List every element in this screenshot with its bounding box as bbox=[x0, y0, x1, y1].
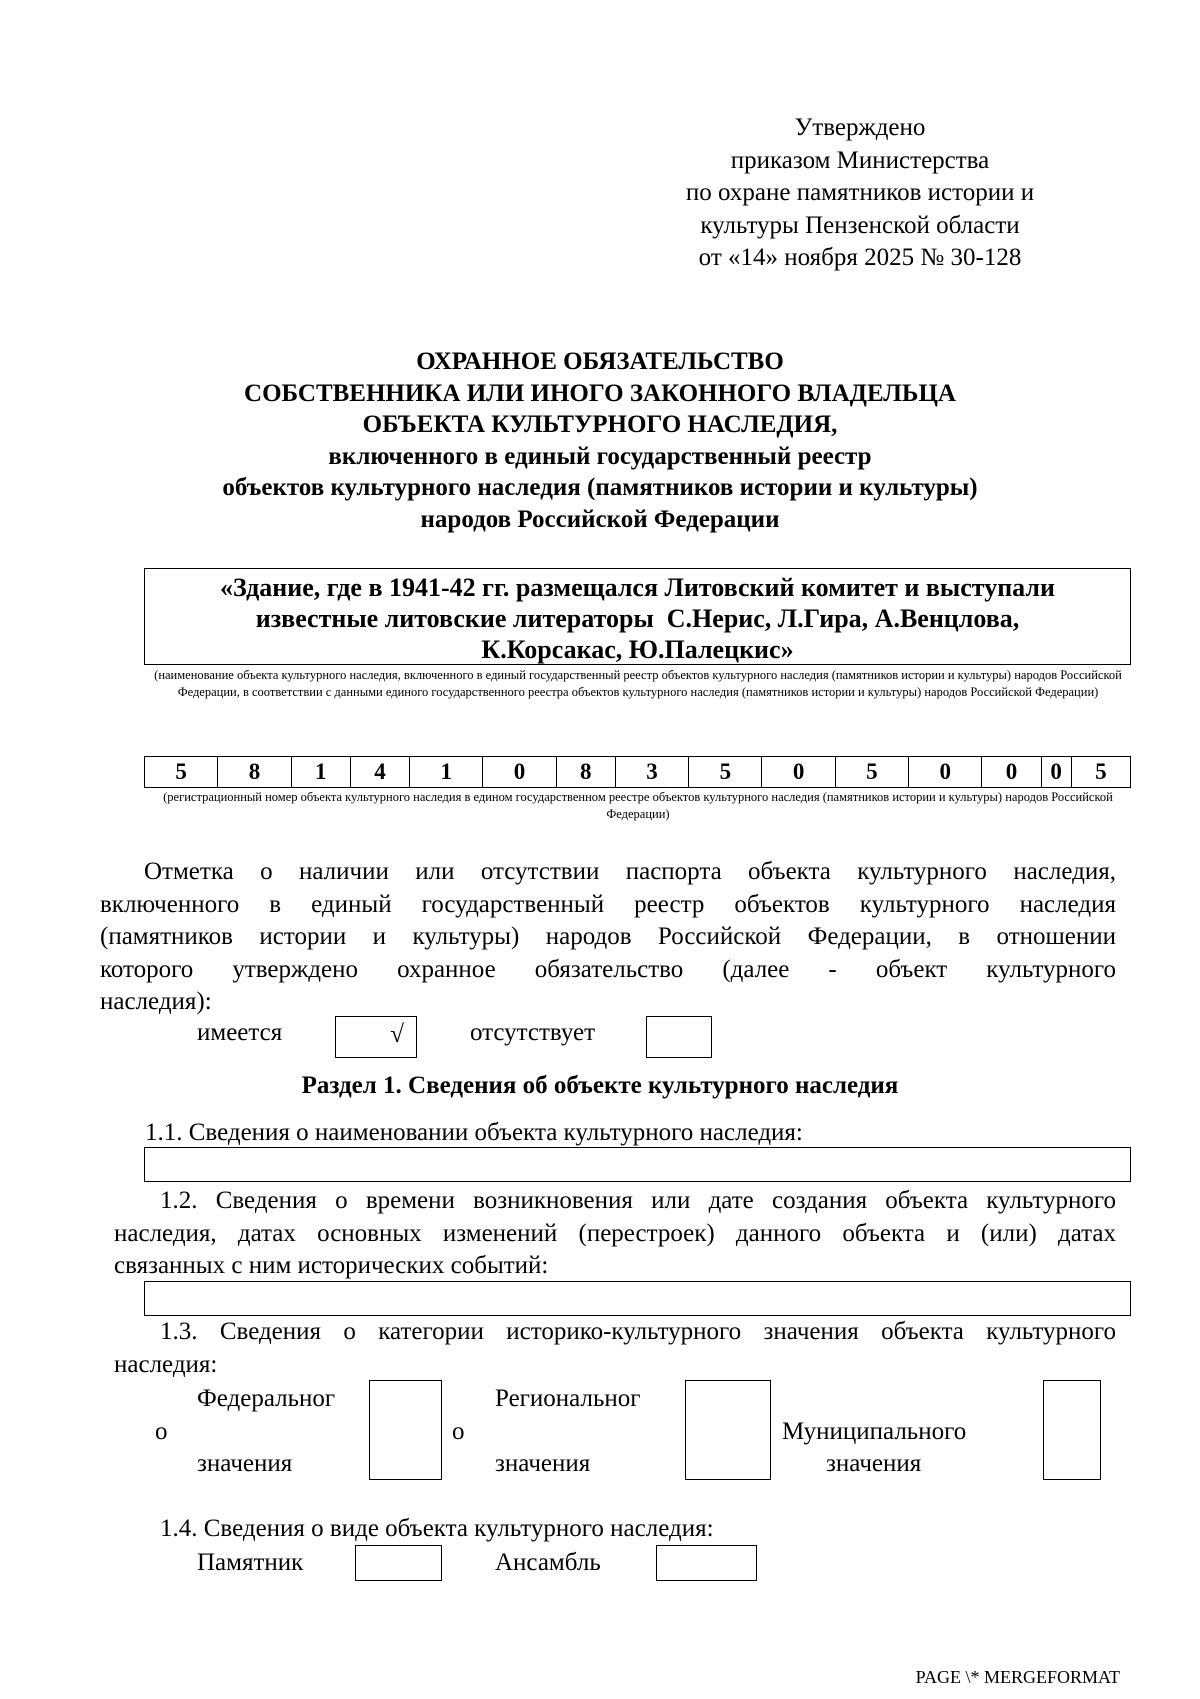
kind-monument-label: Памятник bbox=[197, 1549, 304, 1576]
check-mark-icon: √ bbox=[390, 1021, 404, 1048]
section-1-4-label: 1.4. Сведения о виде объекта культурного наследия: bbox=[160, 1515, 714, 1542]
object-name-line: известные литовские литераторы С.Нерис, Л.Гира, А.Венцлова, bbox=[255, 604, 1020, 633]
category-municipal-line2: значения bbox=[826, 1450, 922, 1477]
title-line: ОХРАННОЕ ОБЯЗАТЕЛЬСТВО bbox=[416, 348, 784, 375]
approval-line: приказом Министерства bbox=[730, 146, 990, 174]
category-federal-checkbox[interactable] bbox=[369, 1380, 442, 1480]
kind-ensemble-label: Ансамбль bbox=[495, 1549, 601, 1576]
category-federal-line2: значения bbox=[197, 1450, 293, 1477]
reg-digit: 5 bbox=[1071, 757, 1130, 788]
reg-digit: 5 bbox=[145, 757, 218, 788]
passport-note-line: Отметка о наличии или отсутствии паспорта объекта культурного наследия, bbox=[144, 858, 1116, 885]
registration-number-caption: (регистрационный номер объекта культурного наследия в едином государственном реестре объектов культурного наследия (памятников истории и культуры) народов Российской Федерации) bbox=[163, 790, 1113, 821]
approval-block bbox=[640, 112, 1080, 275]
reg-digit: 0 bbox=[1041, 757, 1071, 788]
passport-has-label: имеется bbox=[197, 1019, 283, 1046]
passport-absent-checkbox[interactable] bbox=[646, 1016, 712, 1058]
page-footer-field: PAGE \* MERGEFORMAT bbox=[915, 1667, 1120, 1687]
category-municipal-checkbox[interactable] bbox=[1043, 1380, 1101, 1480]
object-name-box bbox=[144, 568, 1131, 665]
approval-line: от «14» ноября 2025 № 30-128 bbox=[698, 244, 1022, 271]
title-line: ОБЪЕКТА КУЛЬТУРНОГО НАСЛЕДИЯ, bbox=[362, 411, 838, 438]
reg-digit: 3 bbox=[615, 757, 688, 788]
section-1-3-label bbox=[114, 1316, 1116, 1381]
reg-digit: 0 bbox=[762, 757, 835, 788]
reg-digit: 5 bbox=[689, 757, 762, 788]
reg-digit: 1 bbox=[291, 757, 350, 788]
passport-has-checkbox[interactable] bbox=[335, 1016, 417, 1058]
category-federal-o: о bbox=[155, 1418, 168, 1445]
category-regional-o: о bbox=[452, 1418, 465, 1445]
reg-digit: 4 bbox=[350, 757, 409, 788]
title-line: СОБСТВЕННИКА ИЛИ ИНОГО ЗАКОННОГО ВЛАДЕЛЬЦА bbox=[244, 379, 956, 407]
object-name-caption: (наименование объекта культурного наследия, включенного в единый государственный реестр объектов культурного наследия (памятников истории и культуры) народов Российской Федерации, в соответствии с данными единого государственного реестра объектов культурного наследия (памятников истории и культуры) народов Российской Федерации) bbox=[154, 668, 1122, 699]
category-federal-line1: Федеральног bbox=[197, 1385, 336, 1412]
passport-note-line: включенного в единый государственный реестр объектов культурного наследия bbox=[100, 890, 1116, 918]
reg-digit: 5 bbox=[835, 757, 908, 788]
reg-digit: 0 bbox=[909, 757, 982, 788]
object-name-line: К.Корсакас, Ю.Палецкис» bbox=[481, 635, 794, 664]
section-1-3-line: наследия: bbox=[114, 1350, 218, 1378]
section-1-2-line: 1.2. Сведения о времени возникновения или дате создания объекта культурного bbox=[160, 1187, 1116, 1214]
approval-line: культуры Пензенской области bbox=[700, 211, 1020, 239]
approval-line: по охране памятников истории и bbox=[685, 179, 1035, 206]
passport-note bbox=[100, 856, 1116, 1019]
approval-line: Утверждено bbox=[794, 114, 926, 141]
title-line: объектов культурного наследия (памятников истории и культуры) bbox=[222, 474, 978, 501]
reg-digit: 1 bbox=[410, 757, 483, 788]
kind-ensemble-checkbox[interactable] bbox=[656, 1545, 757, 1581]
kind-monument-checkbox[interactable] bbox=[355, 1545, 442, 1581]
section-1-3-line: 1.3. Сведения о категории историко-культурного значения объекта культурного bbox=[160, 1318, 1116, 1345]
section-1-title: Раздел 1. Сведения об объекте культурного наследия bbox=[301, 1072, 899, 1099]
category-regional-checkbox[interactable] bbox=[685, 1380, 771, 1480]
section-1-2-line: наследия, датах основных изменений (перестроек) данного объекта и (или) датах bbox=[114, 1219, 1116, 1247]
section-1-2-field[interactable] bbox=[144, 1281, 1131, 1316]
passport-note-line: (памятников истории и культуры) народов Российской Федерации, в отношении bbox=[100, 923, 1116, 950]
reg-digit: 0 bbox=[483, 757, 556, 788]
object-name-line: «Здание, где в 1941-42 гг. размещался Литовский комитет и выступали bbox=[220, 573, 1055, 602]
category-regional-line1: Региональног bbox=[495, 1385, 641, 1412]
title-line: народов Российской Федерации bbox=[420, 505, 780, 533]
reg-digit: 0 bbox=[982, 757, 1041, 788]
reg-digit: 8 bbox=[218, 757, 291, 788]
section-1-1-field[interactable] bbox=[144, 1147, 1131, 1182]
category-regional-line2: значения bbox=[495, 1450, 591, 1477]
section-1-2-line: связанных с ним исторических событий: bbox=[114, 1252, 549, 1279]
reg-digit: 8 bbox=[556, 757, 615, 788]
passport-absent-label: отсутствует bbox=[470, 1019, 596, 1046]
title-line: включенного в единый государственный реестр bbox=[328, 442, 872, 470]
category-municipal-line1: Муниципального bbox=[782, 1418, 967, 1445]
document-title bbox=[100, 346, 1100, 535]
passport-note-line: которого утверждено охранное обязательство (далее - объект культурного bbox=[100, 955, 1116, 983]
registration-number-table bbox=[144, 756, 1131, 788]
section-1-1-label: 1.1. Сведения о наименовании объекта культурного наследия: bbox=[145, 1119, 803, 1146]
passport-note-line: наследия): bbox=[100, 988, 212, 1015]
section-1-2-label bbox=[114, 1185, 1116, 1283]
